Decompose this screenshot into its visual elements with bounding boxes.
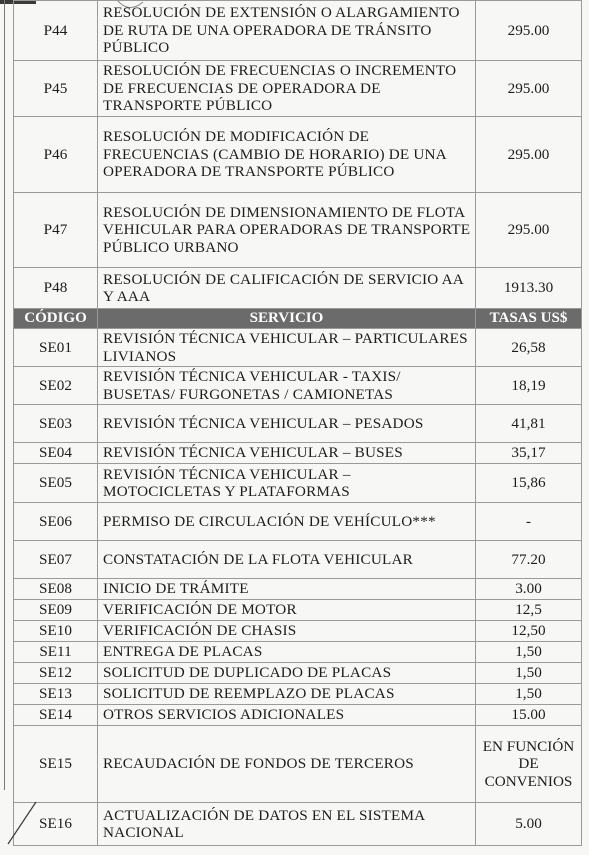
rate-cell: 41,81 [476, 405, 582, 443]
service-cell: VERIFICACIÓN DE MOTOR [98, 600, 476, 621]
rate-cell: 5.00 [476, 803, 582, 846]
table-row [14, 642, 582, 663]
margin-stroke-mark [6, 790, 46, 845]
rate-cell: 18,19 [476, 367, 582, 405]
table-row [14, 367, 582, 405]
rate-cell: 295.00 [476, 193, 582, 268]
rate-cell: 1913.30 [476, 268, 582, 309]
rate-cell: 295.00 [476, 117, 582, 193]
code-cell: SE11 [14, 642, 98, 663]
service-cell: RESOLUCIÓN DE MODIFICACIÓN DE FRECUENCIAS (CAMBIO DE HORARIO) DE UNA OPERADORA DE TRANSPORTE PÚBLICO [98, 117, 476, 193]
code-cell: SE03 [14, 405, 98, 443]
table-row [14, 268, 582, 309]
table-row [14, 503, 582, 541]
service-cell: RESOLUCIÓN DE DIMENSIONAMIENTO DE FLOTA VEHICULAR PARA OPERADORAS DE TRANSPORTE PÚBLICO URBANO [98, 193, 476, 268]
table-row [14, 464, 582, 503]
service-cell: OTROS SERVICIOS ADICIONALES [98, 705, 476, 726]
code-cell: SE04 [14, 443, 98, 464]
rate-cell: 26,58 [476, 329, 582, 367]
table-row [14, 61, 582, 117]
service-cell: RECAUDACIÓN DE FONDOS DE TERCEROS [98, 726, 476, 803]
code-cell: P44 [14, 1, 98, 61]
code-cell: SE16 [14, 803, 98, 846]
rate-cell: EN FUNCIÓN DE CONVENIOS [476, 726, 582, 803]
rate-cell: 15.00 [476, 705, 582, 726]
table-row [14, 579, 582, 600]
table-row [14, 443, 582, 464]
service-cell: ENTREGA DE PLACAS [98, 642, 476, 663]
code-cell: SE13 [14, 684, 98, 705]
service-cell: REVISIÓN TÉCNICA VEHICULAR – MOTOCICLETAS Y PLATAFORMAS [98, 464, 476, 503]
rate-cell: 35,17 [476, 443, 582, 464]
table-row [14, 541, 582, 579]
table-row [14, 663, 582, 684]
code-cell: SE10 [14, 621, 98, 642]
code-cell: SE15 [14, 726, 98, 803]
rate-cell: - [476, 503, 582, 541]
service-cell: RESOLUCIÓN DE FRECUENCIAS O INCREMENTO DE FRECUENCIAS DE OPERADORA DE TRANSPORTE PÚBLICO [98, 61, 476, 117]
rate-cell: 12,5 [476, 600, 582, 621]
table-row [14, 193, 582, 268]
service-cell: REVISIÓN TÉCNICA VEHICULAR – PESADOS [98, 405, 476, 443]
code-cell: SE05 [14, 464, 98, 503]
code-cell: SE01 [14, 329, 98, 367]
service-cell: SOLICITUD DE REEMPLAZO DE PLACAS [98, 684, 476, 705]
code-cell: SE09 [14, 600, 98, 621]
rate-cell: 77.20 [476, 541, 582, 579]
fee-table [13, 0, 582, 846]
rate-cell: 295.00 [476, 1, 582, 61]
table-row [14, 117, 582, 193]
table-row [14, 621, 582, 642]
service-cell: SOLICITUD DE DUPLICADO DE PLACAS [98, 663, 476, 684]
service-cell: INICIO DE TRÁMITE [98, 579, 476, 600]
service-cell: CONSTATACIÓN DE LA FLOTA VEHICULAR [98, 541, 476, 579]
code-cell: P45 [14, 61, 98, 117]
rate-cell: 12,50 [476, 621, 582, 642]
table-row [14, 329, 582, 367]
service-cell: REVISIÓN TÉCNICA VEHICULAR – BUSES [98, 443, 476, 464]
header-code: CÓDIGO [14, 309, 98, 329]
code-cell: P48 [14, 268, 98, 309]
page-margin-line [4, 0, 5, 790]
service-cell: REVISIÓN TÉCNICA VEHICULAR - TAXIS/ BUSETAS/ FURGONETAS / CAMIONETAS [98, 367, 476, 405]
table-row [14, 726, 582, 803]
rate-cell: 15,86 [476, 464, 582, 503]
table-row [14, 1, 582, 61]
rate-cell: 1,50 [476, 663, 582, 684]
service-cell: PERMISO DE CIRCULACIÓN DE VEHÍCULO*** [98, 503, 476, 541]
table-row [14, 684, 582, 705]
code-cell: SE14 [14, 705, 98, 726]
rate-cell: 3.00 [476, 579, 582, 600]
rate-cell: 1,50 [476, 642, 582, 663]
code-cell: SE08 [14, 579, 98, 600]
code-cell: SE12 [14, 663, 98, 684]
code-cell: SE07 [14, 541, 98, 579]
code-cell: SE06 [14, 503, 98, 541]
rate-cell: 295.00 [476, 61, 582, 117]
code-cell: P46 [14, 117, 98, 193]
header-service: SERVICIO [98, 309, 476, 329]
table-row [14, 405, 582, 443]
service-cell: RESOLUCIÓN DE EXTENSIÓN O ALARGAMIENTO DE RUTA DE UNA OPERADORA DE TRÁNSITO PÚBLICO [98, 1, 476, 61]
table-row [14, 803, 582, 846]
service-cell: REVISIÓN TÉCNICA VEHICULAR – PARTICULARES LIVIANOS [98, 329, 476, 367]
rate-cell: 1,50 [476, 684, 582, 705]
table-header-row [14, 309, 582, 329]
service-cell: VERIFICACIÓN DE CHASIS [98, 621, 476, 642]
table-row [14, 705, 582, 726]
service-cell: RESOLUCIÓN DE CALIFICACIÓN DE SERVICIO AA Y AAA [98, 268, 476, 309]
header-rate: TASAS US$ [476, 309, 582, 329]
table-row [14, 600, 582, 621]
code-cell: SE02 [14, 367, 98, 405]
service-cell: ACTUALIZACIÓN DE DATOS EN EL SISTEMA NACIONAL [98, 803, 476, 846]
code-cell: P47 [14, 193, 98, 268]
